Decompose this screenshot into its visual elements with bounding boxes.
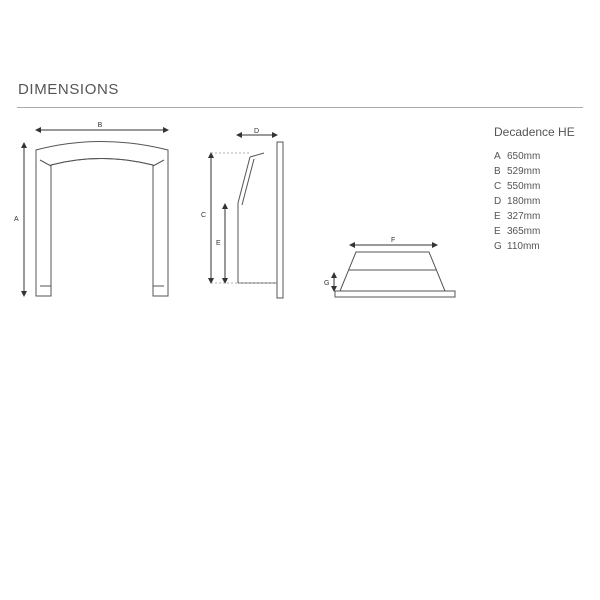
spec-value: 327mm	[507, 211, 541, 222]
spec-value: 365mm	[507, 226, 541, 237]
label-g: G	[324, 280, 330, 287]
front-inner-arch	[51, 159, 153, 166]
spec-value: 650mm	[507, 151, 541, 162]
front-corner-left	[40, 160, 51, 166]
spec-letter: C	[494, 181, 502, 192]
label-b: B	[97, 122, 103, 129]
front-outer-outline	[36, 142, 168, 297]
spec-letter: B	[494, 166, 501, 177]
spec-panel	[494, 125, 575, 254]
spec-letter: E	[494, 226, 501, 237]
label-a: A	[14, 216, 19, 223]
spec-row	[494, 209, 575, 224]
plan-outline	[340, 252, 445, 291]
spec-row	[494, 194, 575, 209]
section-heading: DIMENSIONS	[18, 81, 120, 98]
spec-row	[494, 239, 575, 254]
front-view	[36, 142, 168, 297]
product-name: Decadence HE	[494, 125, 575, 139]
label-f: F	[391, 237, 396, 244]
label-c: C	[201, 212, 207, 219]
spec-value: 180mm	[507, 196, 541, 207]
label-e: E	[216, 240, 221, 247]
spec-row	[494, 149, 575, 164]
side-view	[238, 142, 283, 298]
plan-view	[335, 252, 455, 297]
side-top-cap	[250, 153, 264, 157]
spec-row	[494, 224, 575, 239]
spec-letter: E	[494, 211, 501, 222]
spec-value: 529mm	[507, 166, 541, 177]
spec-letter: G	[494, 241, 502, 252]
label-d: D	[254, 128, 260, 135]
spec-row	[494, 179, 575, 194]
spec-letter: A	[494, 151, 501, 162]
side-wall-plate	[277, 142, 283, 298]
front-corner-right	[153, 160, 164, 166]
spec-row	[494, 164, 575, 179]
spec-letter: D	[494, 196, 502, 207]
spec-value: 110mm	[507, 241, 540, 252]
plan-hearth-strip	[335, 291, 455, 297]
spec-value: 550mm	[507, 181, 541, 192]
